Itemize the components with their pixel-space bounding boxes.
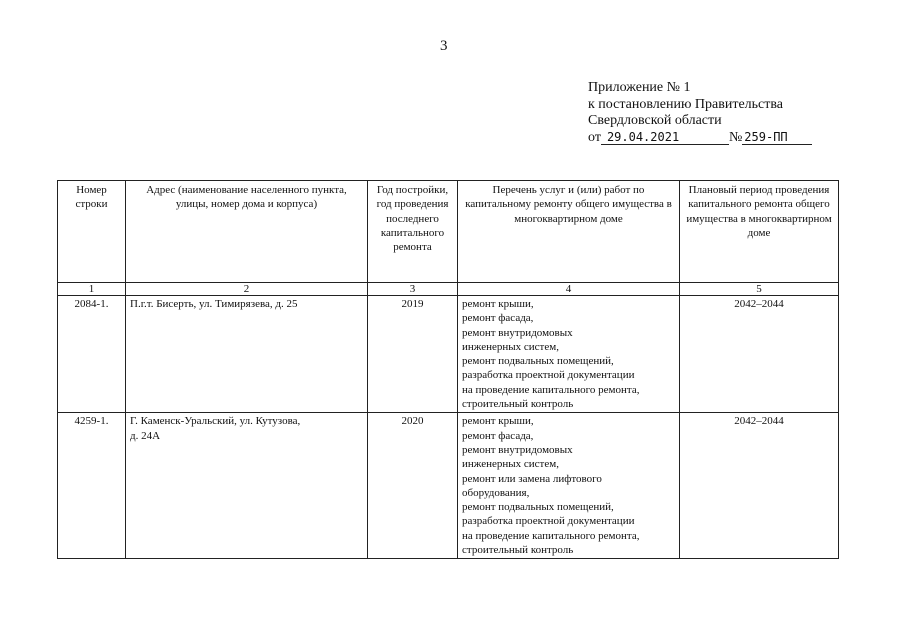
appendix-block bbox=[588, 80, 812, 146]
column-number: 3 bbox=[368, 283, 458, 296]
decree-date: 29.04.2021 bbox=[601, 130, 729, 145]
page-number: 3 bbox=[440, 38, 448, 54]
address-line: д. 24А bbox=[130, 429, 161, 442]
address-cell bbox=[126, 296, 368, 413]
work-item: оборудования, bbox=[462, 486, 530, 499]
work-item: разработка проектной документации bbox=[462, 369, 635, 382]
column-number: 4 bbox=[458, 283, 680, 296]
work-item: строительный контроль bbox=[462, 398, 574, 411]
column-number-row bbox=[58, 283, 839, 296]
address-line: П.г.т. Бисерть, ул. Тимирязева, д. 25 bbox=[130, 298, 298, 310]
work-item: ремонт крыши, bbox=[462, 415, 534, 428]
header-row bbox=[58, 181, 839, 283]
work-item: ремонт или замена лифтового bbox=[462, 472, 602, 485]
table-row bbox=[58, 296, 839, 413]
decree-line bbox=[588, 130, 812, 147]
number-prefix: № bbox=[728, 129, 743, 145]
address-cell bbox=[126, 413, 368, 559]
work-item: инженерных систем, bbox=[462, 340, 559, 353]
header-address: Адрес (наименование населенного пункта, улицы, номер дома и корпуса) bbox=[126, 181, 368, 283]
work-item: ремонт подвальных помещений, bbox=[462, 501, 614, 514]
work-item: ремонт внутридомовых bbox=[462, 326, 573, 339]
work-item: ремонт крыши, bbox=[462, 298, 534, 310]
works-cell bbox=[458, 296, 680, 413]
work-item: на проведение капитального ремонта, bbox=[462, 529, 640, 542]
column-number: 1 bbox=[58, 283, 126, 296]
address-line: Г. Каменск-Уральский, ул. Кутузова, bbox=[130, 415, 301, 428]
work-item: ремонт внутридомовых bbox=[462, 443, 573, 456]
header-year: Год постройки, год проведения последнего капитального ремонта bbox=[368, 181, 458, 283]
year-cell: 2019 bbox=[368, 296, 458, 413]
work-item: инженерных систем, bbox=[462, 458, 559, 471]
appendix-line-3: Свердловской области bbox=[588, 113, 722, 128]
header-works: Перечень услуг и (или) работ по капитальному ремонту общего имущества в многоквартирном доме bbox=[458, 181, 680, 283]
work-item: ремонт фасада, bbox=[462, 429, 534, 442]
works-cell bbox=[458, 413, 680, 559]
date-prefix: от bbox=[588, 129, 601, 145]
row-number: 2084-1. bbox=[58, 296, 126, 413]
year-cell: 2020 bbox=[368, 413, 458, 559]
row-number: 4259-1. bbox=[58, 413, 126, 559]
work-item: ремонт подвальных помещений, bbox=[462, 355, 614, 368]
decree-number: 259-ПП bbox=[742, 130, 812, 145]
work-item: ремонт фасада, bbox=[462, 312, 534, 325]
work-item: на проведение капитального ремонта, bbox=[462, 383, 640, 396]
repair-table bbox=[57, 180, 839, 559]
column-number: 5 bbox=[680, 283, 839, 296]
column-number: 2 bbox=[126, 283, 368, 296]
table-row bbox=[58, 413, 839, 559]
period-cell: 2042–2044 bbox=[680, 296, 839, 413]
appendix-title: Приложение № 1 bbox=[588, 80, 691, 95]
period-cell: 2042–2044 bbox=[680, 413, 839, 559]
appendix-line-2: к постановлению Правительства bbox=[588, 96, 784, 112]
work-item: строительный контроль bbox=[462, 544, 574, 557]
header-row-number: Номер строки bbox=[58, 181, 126, 283]
header-period: Плановый период проведения капитального ремонта общего имущества в многоквартирном доме bbox=[680, 181, 839, 283]
work-item: разработка проектной документации bbox=[462, 515, 635, 528]
